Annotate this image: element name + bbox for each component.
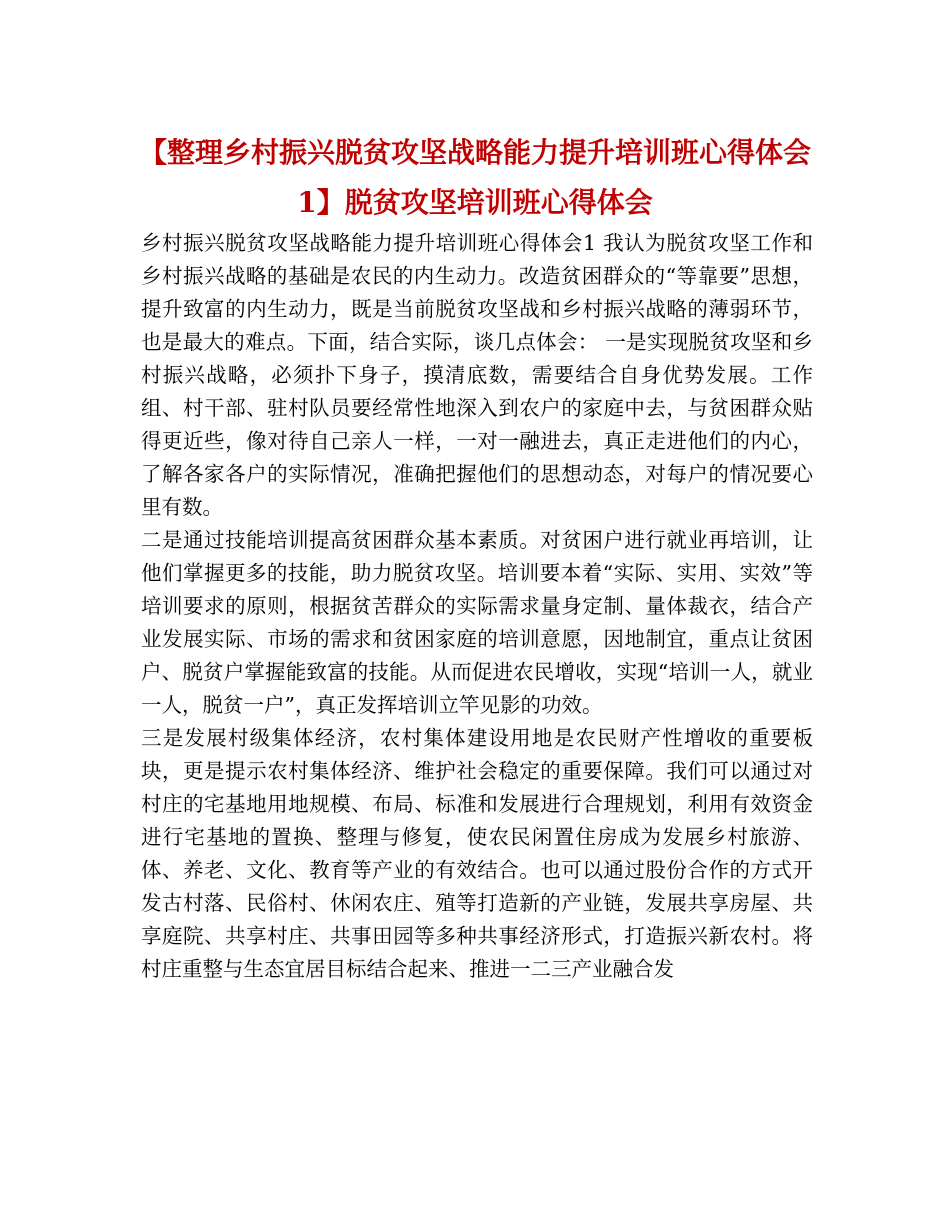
document-body xyxy=(141,227,813,986)
paragraph-3: 三是发展村级集体经济，农村集体建设用地是农民财产性增收的重要板块，更是提示农村集体经济、维护社会稳定的重要保障。我们可以通过对村庄的宅基地用地规模、布局、标准和发展进行合理规划，利用有效资金进行宅基地的置换、整理与修复，使农民闲置住房成为发展乡村旅游、体、养老、文化、教育等产业的有效结合。也可以通过股份合作的方式开发古村落、民俗村、休闲农庄、殖等打造新的产业链，发展共享房屋、共享庭院、共享村庄、共事田园等多种共事经济形式，打造振兴新农村。将村庄重整与生态宜居目标结合起来、推进一二三产业融合发 xyxy=(141,726,813,981)
document-title: 【整理乡村振兴脱贫攻坚战略能力提升培训班心得体会1】脱贫攻坚培训班心得体会 xyxy=(138,136,811,219)
paragraph-2: 二是通过技能培训提高贫困群众基本素质。对贫困户进行就业再培训，让他们掌握更多的技能，助力脱贫攻坚。培训要本着“实际、实用、实效”等培训要求的原则，根据贫苦群众的实际需求量身定制、量体裁衣，结合产业发展实际、市场的需求和贫困家庭的培训意愿，因地制宜，重点让贫困户、脱贫户掌握能致富的技能。从而促进农民增收，实现“培训一人，就业一人，脱贫一户”，真正发挥培训立竿见影的功效。 xyxy=(141,528,813,717)
paragraph-1: 乡村振兴脱贫攻坚战略能力提升培训班心得体会1 我认为脱贫攻坚工作和乡村振兴战略的基础是农民的内生动力。改造贫困群众的“等靠要”思想，提升致富的内生动力，既是当前脱贫攻坚战和乡村振兴战略的薄弱环节，也是最大的难点。下面，结合实际，谈几点体会： 一是实现脱贫攻坚和乡村振兴战略，必须扑下身子，摸清底数，需要结合自身优势发展。工作组、村干部、驻村队员要经常性地深入到农户的家庭中去，与贫困群众贴得更近些，像对待自己亲人一样，一对一融进去，真正走进他们的内心，了解各家各户的实际情况，准确把握他们的思想动态，对每户的情况要心里有数。 xyxy=(141,231,813,519)
